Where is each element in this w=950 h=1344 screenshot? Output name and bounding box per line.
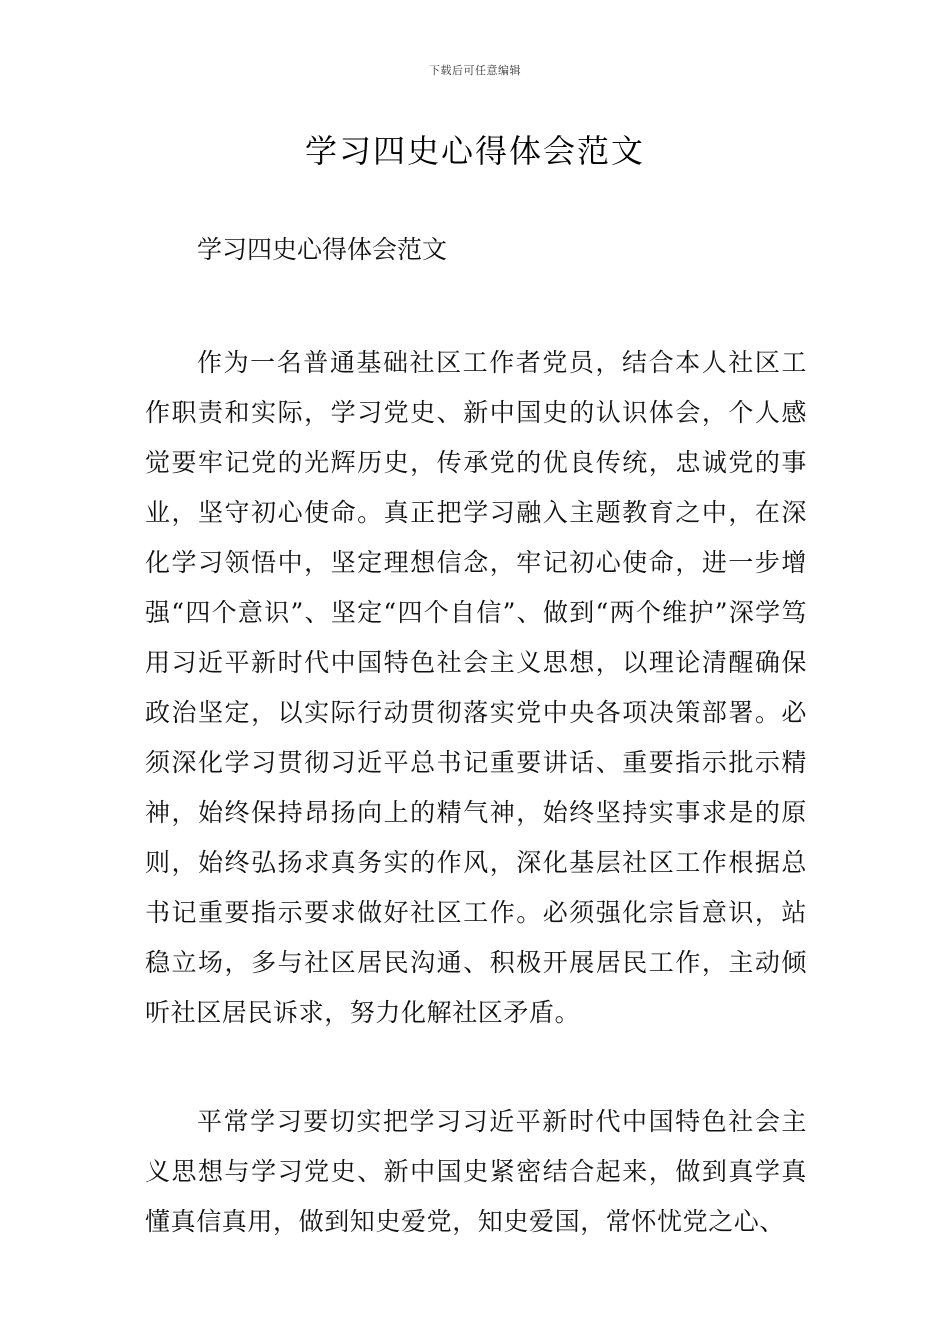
document-subtitle: 学习四史心得体会范文	[197, 235, 448, 264]
paragraph: 平常学习要切实把学习习近平新时代中国特色社会主义思想与学习党史、新中国史紧密结合起来，做到真学真懂真信真用，做到知史爱党，知史爱国，常怀忧党之心、	[145, 1107, 807, 1236]
document-title: 学习四史心得体会范文	[304, 132, 645, 170]
paragraph: 作为一名普通基础社区工作者党员，结合本人社区工作职责和实际，学习党史、新中国史的认识体会，个人感觉要牢记党的光辉历史，传承党的优良传统，忠诚党的事业，坚守初心使命。真正把学习融入主题教育之中，在深化学习领悟中，坚定理想信念，牢记初心使命，进一步增强“四个意识”、坚定“四个自信”、做到“两个维护”深学笃用习近平新时代中国特色社会主义思想，以理论清醒确保政治坚定，以实际行动贯彻落实党中央各项决策部署。必须深化学习贯彻习近平总书记重要讲话、重要指示批示精神，始终保持昂扬向上的精气神，始终坚持实事求是的原则，始终弘扬求真务实的作风，深化基层社区工作根据总书记重要指示要求做好社区工作。必须强化宗旨意识，站稳立场，多与社区居民沟通、积极开展居民工作，主动倾听社区居民诉求，努力化解社区矛盾。	[145, 348, 807, 1027]
header-note: 下载后可任意编辑	[429, 64, 521, 77]
document-body	[145, 232, 807, 1247]
